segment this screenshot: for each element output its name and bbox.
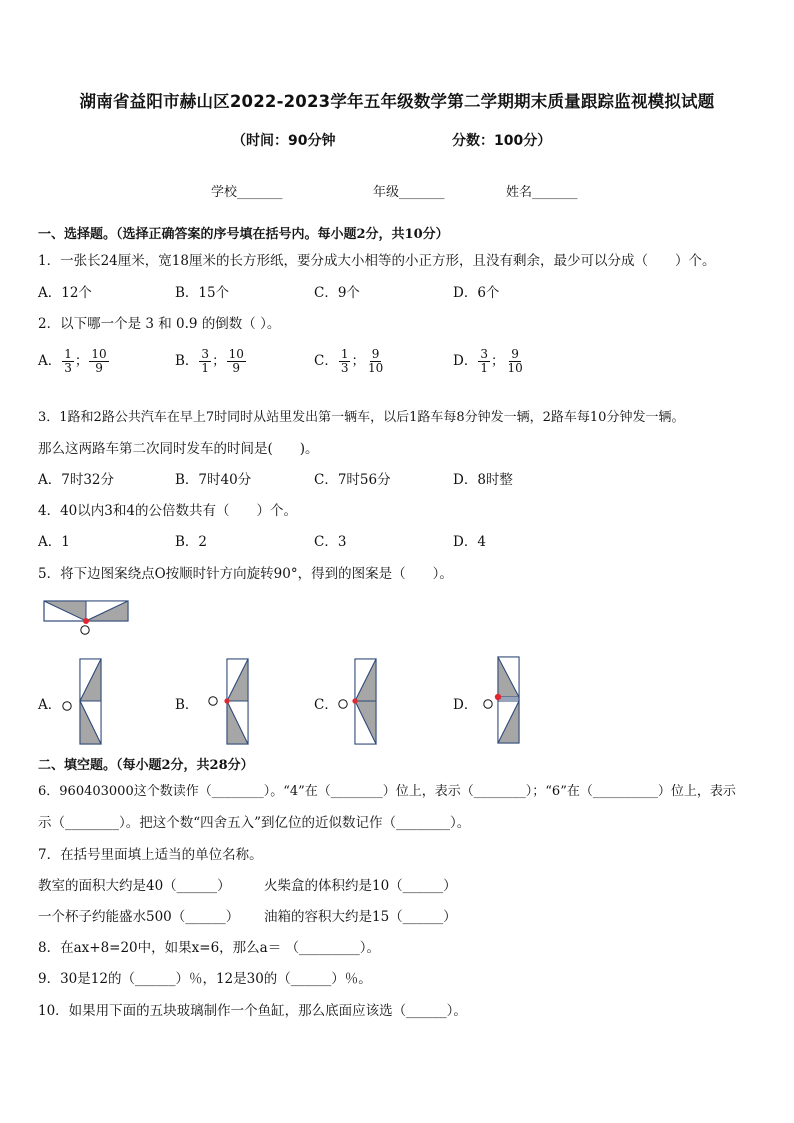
fraction: $\frac{9}{10}$ <box>367 347 384 375</box>
q1-option-d: D．6个 <box>453 285 500 301</box>
section-1-heading: 一、选择题。（选择正确答案的序号填在括号内。每小题2分，共10分） <box>38 227 449 242</box>
question-3-line-2: 那么这两路车第二次同时发车的时间是( )。 <box>38 441 319 457</box>
exam-time: （时间：90分钟 <box>232 133 336 149</box>
fraction: $\frac{10}{9}$ <box>228 347 244 375</box>
q4-option-b: B．2 <box>175 534 208 550</box>
fraction: $\frac{10}{9}$ <box>91 347 107 375</box>
question-4: 4．40以内3和4的公倍数共有（ ）个。 <box>38 503 297 519</box>
q3-option-c: C．7时56分 <box>314 472 391 488</box>
q5-option-a-figure[interactable] <box>60 658 105 746</box>
q2-option-b-label: B． <box>175 353 199 369</box>
q5-option-c-figure[interactable] <box>335 658 385 746</box>
q3-option-d: D．8时整 <box>453 472 513 488</box>
question-8: 8．在ax+8=20中，如果x=6，那么a＝ （_________）。 <box>38 940 380 956</box>
fraction: $\frac{9}{10}$ <box>507 347 523 375</box>
fraction: $\frac{3}{1}$ <box>480 347 488 375</box>
q2-option-a-label: A． <box>38 353 62 369</box>
q3-option-b: B．7时40分 <box>175 472 252 488</box>
q2-option-d <box>453 348 526 375</box>
separator: ； <box>74 353 89 369</box>
school-field: 学校_______ <box>211 185 283 200</box>
q2-option-c <box>314 348 386 375</box>
q7-item-cup: 一个杯子约能盛水500（______） <box>38 909 240 925</box>
fraction: $\frac{1}{3}$ <box>64 347 72 375</box>
fraction: $\frac{3}{1}$ <box>201 347 210 375</box>
exam-title: 湖南省益阳市赫山区2022-2023学年五年级数学第二学期期末质量跟踪监视模拟试题 <box>79 92 715 111</box>
q5-option-d-label: D． <box>453 697 478 713</box>
q2-option-b <box>175 348 247 375</box>
q2-option-c-label: C． <box>314 353 338 369</box>
section-2-heading: 二、填空题。（每小题2分，共28分） <box>38 758 254 773</box>
q1-option-c: C．9个 <box>314 285 360 301</box>
question-9: 9．30是12的（______）％，12是30的（______）％。 <box>38 971 372 987</box>
q4-option-d: D．4 <box>453 534 486 550</box>
q5-option-d-figure[interactable] <box>478 656 528 746</box>
separator: ； <box>490 353 505 369</box>
q1-option-b: B．15个 <box>175 285 230 301</box>
q7-item-matchbox: 火柴盒的体积约是10（______） <box>264 878 457 894</box>
question-2: 2．以下哪一个是 3 和 0.9 的倒数（ ）。 <box>38 316 281 332</box>
q5-original-figure <box>43 600 133 636</box>
q4-option-a: A．1 <box>38 534 70 550</box>
exam-score: 分数：100分） <box>452 133 552 149</box>
q5-option-c-label: C． <box>314 697 338 713</box>
separator: ； <box>351 353 365 369</box>
q5-option-b-label: B． <box>175 697 199 713</box>
grade-field: 年级_______ <box>373 185 445 200</box>
q2-option-d-label: D． <box>453 353 478 369</box>
fraction: $\frac{1}{3}$ <box>340 347 349 375</box>
question-10: 10．如果用下面的五块玻璃制作一个鱼缸，那么底面应该选（______）。 <box>38 1003 467 1019</box>
q3-option-a: A．7时32分 <box>38 472 115 488</box>
q7-item-tank: 油箱的容积大约是15（______） <box>264 909 457 925</box>
q2-option-a <box>38 348 110 375</box>
question-3-line-1: 3．1路和2路公共汽车在早上7时同时从站里发出第一辆车，以后1路车每8分钟发一辆，2路车每10分钟发一辆。 <box>38 410 685 425</box>
name-field: 姓名_______ <box>506 185 578 200</box>
q5-option-b-figure[interactable] <box>205 658 255 746</box>
q4-option-c: C．3 <box>314 534 347 550</box>
separator: ； <box>212 353 226 369</box>
question-6-line-2: 示（________）。把这个数“四舍五入”到亿位的近似数记作（________）。 <box>38 815 471 831</box>
q5-option-a-label: A． <box>38 697 62 713</box>
question-1: 1．一张长24厘米，宽18厘米的长方形纸，要分成大小相等的小正方形，且没有剩余，最少可以分成（ ）个。 <box>38 253 716 269</box>
question-7: 7．在括号里面填上适当的单位名称。 <box>38 847 263 863</box>
question-6-line-1: 6．960403000这个数读作（________）。“4”在（________）位上，表示（________）；“6”在（__________）位上，表示 <box>38 784 736 799</box>
question-5: 5．将下边图案绕点O按顺时针方向旋转90°，得到的图案是（ ）。 <box>38 566 453 582</box>
q7-item-classroom: 教室的面积大约是40（______） <box>38 878 231 894</box>
q1-option-a: A．12个 <box>38 285 92 301</box>
